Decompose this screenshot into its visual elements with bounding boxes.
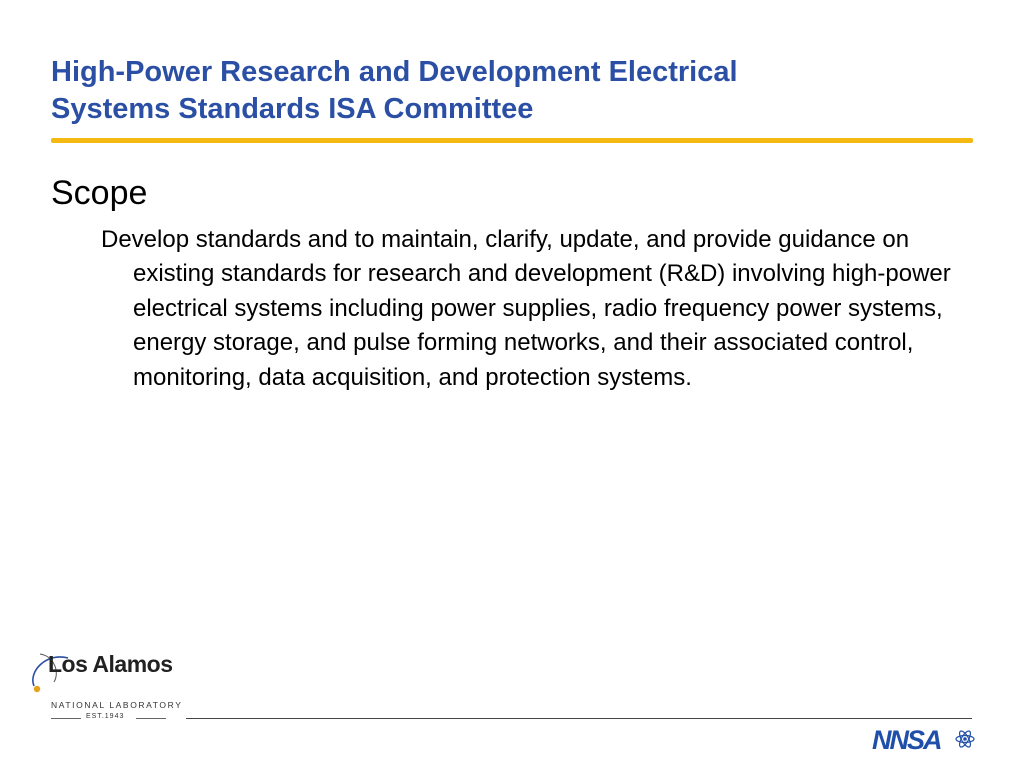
footer-divider: [186, 718, 972, 719]
slide-title-line-2: Systems Standards ISA Committee: [51, 93, 534, 125]
scope-paragraph: Develop standards and to maintain, clarify, update, and provide guidance on existing standards for research and development (R&D) involving high-power electrical systems including power supplies, radio frequency power systems, energy storage, and pulse forming networks, and their associated control, monitoring, data acquisition, and protection systems.: [101, 226, 951, 391]
slide-title-line-1: High-Power Research and Development Electrical: [51, 56, 738, 88]
title-divider: [51, 138, 973, 143]
nnsa-wordmark: NNSA: [872, 725, 941, 754]
est-line-left: [51, 718, 81, 719]
est-line-right: [136, 718, 166, 719]
section-heading: Scope: [51, 174, 148, 212]
lanl-wordmark: Los Alamos: [48, 651, 173, 677]
lanl-subtitle: NATIONAL LABORATORY: [51, 700, 183, 710]
slide-title: [51, 54, 981, 128]
atom-icon: [956, 729, 974, 748]
nnsa-logo-icon: [872, 724, 978, 754]
lanl-est: EST.1943: [86, 713, 125, 720]
los-alamos-logo: [20, 648, 190, 728]
